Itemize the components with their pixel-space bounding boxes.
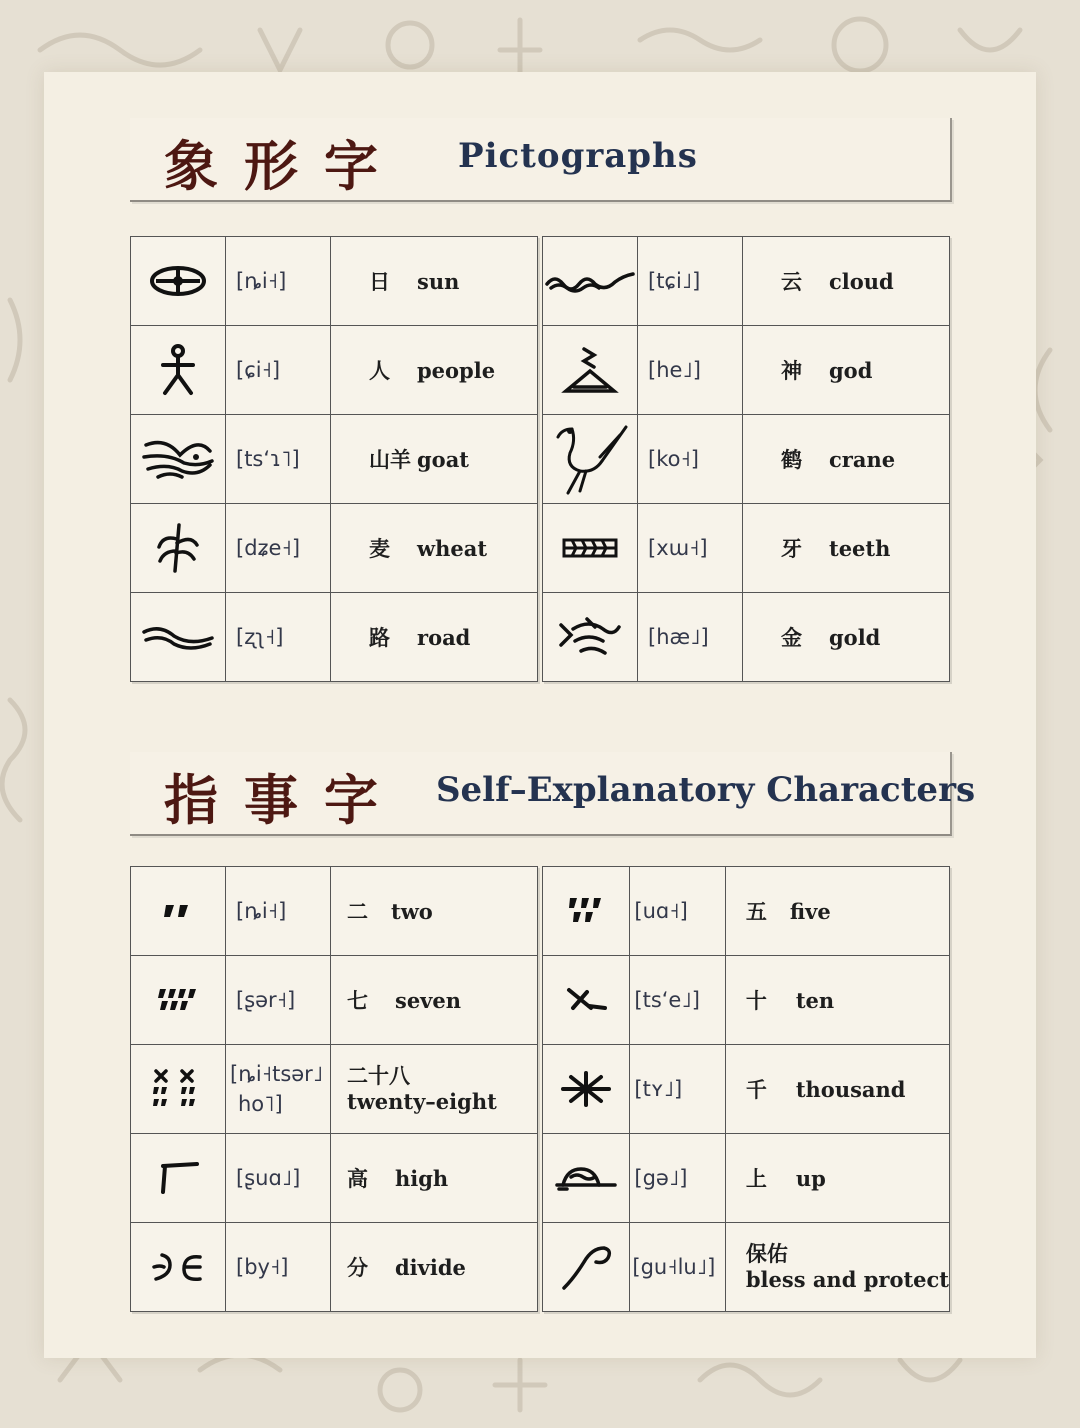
wheat-glyph-icon [153,521,203,575]
ipa-cell: [gu˧lu˩] [630,1223,725,1312]
table-row [543,1045,950,1134]
meaning-cell [331,415,538,504]
seven-glyph-icon [154,985,202,1015]
meaning-cell [743,593,950,682]
table-row [131,1134,538,1223]
pictographs-table-left [130,236,538,682]
self-explanatory-table-right [542,866,950,1312]
thousand-glyph-icon [559,1069,613,1109]
meaning-cell [331,1045,538,1134]
meaning-en: high [395,1166,449,1191]
meaning-zh: 金 [781,625,802,650]
ipa-cell: [hæ˩] [638,593,743,682]
section-banner-self-explanatory [130,752,976,836]
meaning-zh: 七 [347,988,368,1013]
sun-glyph-icon [148,261,208,301]
god-glyph-icon [560,343,620,397]
meaning-zh: 上 [745,1166,767,1191]
section-title-cn: 指事字 [164,768,404,832]
ten-glyph-icon [563,986,609,1014]
meaning-zh: 分 [347,1255,368,1280]
up-glyph-icon [553,1163,619,1193]
section-title-cn: 象形字 [164,134,404,198]
five-glyph-icon [564,894,608,928]
meaning-en: road [417,625,471,650]
meaning-en: god [829,358,873,383]
meaning-zh: 日 [369,269,390,294]
glyph-cell [543,593,638,682]
meaning-cell [331,593,538,682]
gold-glyph-icon [557,615,623,659]
glyph-cell [131,1134,226,1223]
meaning-zh: 鹤 [781,447,802,472]
meaning-zh: 保佑 [745,1241,788,1266]
meaning-cell [743,326,950,415]
meaning-cell [331,867,538,956]
cloud-glyph-icon [545,266,635,296]
ipa-cell: [gə˩] [630,1134,725,1223]
table-row [131,867,538,956]
glyph-cell [543,1134,630,1223]
glyph-cell [543,1045,630,1134]
meaning-zh: 路 [369,625,390,650]
glyph-cell [543,867,630,956]
people-glyph-icon [153,343,203,397]
table-row [543,504,950,593]
meaning-zh: 五 [745,899,767,924]
glyph-cell [543,504,638,593]
meaning-cell [331,237,538,326]
meaning-cell [743,504,950,593]
meaning-zh: 人 [369,358,390,383]
table-row [131,415,538,504]
meaning-en: goat [417,447,469,472]
table-row [543,1223,950,1312]
glyph-cell [131,504,226,593]
high-glyph-icon [153,1160,203,1196]
table-row [131,1045,538,1134]
meaning-zh: 十 [745,988,767,1013]
glyph-cell [543,326,638,415]
crane-glyph-icon [550,421,630,497]
self-explanatory-table-left [130,866,538,1312]
ipa-cell: [he˩] [638,326,743,415]
ipa-cell: [tʏ˩] [630,1045,725,1134]
glyph-cell [131,1045,226,1134]
meaning-cell [331,956,538,1045]
meaning-cell [725,1223,949,1312]
twenty-eight-glyph-icon [148,1067,208,1111]
table-row [543,867,950,956]
ipa-line-1: [ȵi˧tsər˩ [230,1062,324,1086]
goat-glyph-icon [140,435,216,483]
meaning-cell [331,1134,538,1223]
ipa-cell: [tsʻe˩] [630,956,725,1045]
glyph-cell [131,1223,226,1312]
pictographs-table-right [542,236,950,682]
ipa-cell: [dʑe˧] [226,504,331,593]
bless-glyph-icon [558,1242,614,1292]
meaning-en: gold [829,625,881,650]
glyph-cell [543,1223,630,1312]
table-row [543,326,950,415]
meaning-cell [725,867,949,956]
ipa-cell: [ʂuɑ˩] [226,1134,331,1223]
glyph-cell [543,415,638,504]
meaning-en: crane [829,447,896,472]
meaning-en: cloud [829,269,894,294]
meaning-cell [725,1045,949,1134]
meaning-en: sun [417,269,460,294]
meaning-en: ten [795,988,835,1013]
meaning-cell [743,415,950,504]
meaning-zh: 麦 [369,536,390,561]
meaning-en: teeth [829,536,891,561]
section-title-en: Self–Explanatory Characters [436,770,976,810]
glyph-cell [543,956,630,1045]
table-row [131,326,538,415]
table-row [543,415,950,504]
meaning-en: bless and protect [745,1267,949,1292]
glyph-cell [543,237,638,326]
ipa-cell: [ȵi˧] [226,237,331,326]
meaning-zh: 二十八 [347,1063,410,1088]
ipa-cell: [ȵi˧] [226,867,331,956]
ipa-cell: [ʐʅ˧] [226,593,331,682]
meaning-en: wheat [417,536,488,561]
glyph-cell [131,593,226,682]
meaning-cell [331,504,538,593]
table-row [131,593,538,682]
table-row [543,956,950,1045]
meaning-en: five [789,899,831,924]
meaning-en: divide [395,1255,466,1280]
teeth-glyph-icon [560,536,620,560]
ipa-cell: [tsʻɿ˥] [226,415,331,504]
meaning-cell [331,326,538,415]
road-glyph-icon [140,622,216,652]
meaning-zh: 山羊 [369,447,411,472]
glyph-cell [131,415,226,504]
table-row [543,593,950,682]
meaning-zh: 牙 [781,536,802,561]
glyph-cell [131,867,226,956]
meaning-en: seven [395,988,462,1013]
glyph-cell [131,237,226,326]
section-banner-pictographs [130,118,952,202]
table-row [543,237,950,326]
ipa-cell [226,1045,331,1134]
section-title-en: Pictographs [458,136,698,176]
meaning-en: twenty–eight [347,1089,497,1114]
meaning-cell [725,956,949,1045]
two-glyph-icon [158,899,198,923]
meaning-cell [331,1223,538,1312]
ipa-cell: [ko˧] [638,415,743,504]
meaning-en: up [795,1166,826,1191]
meaning-cell [725,1134,949,1223]
meaning-zh: 二 [347,899,368,924]
table-row [131,956,538,1045]
table-row [131,1223,538,1312]
meaning-zh: 高 [347,1166,368,1191]
meaning-cell [743,237,950,326]
table-row [131,504,538,593]
meaning-zh: 千 [745,1077,767,1102]
meaning-en: two [391,899,433,924]
glyph-cell [131,956,226,1045]
divide-glyph-icon [150,1249,206,1285]
meaning-zh: 神 [781,358,802,383]
table-row [543,1134,950,1223]
meaning-zh: 云 [781,269,802,294]
ipa-cell: [by˧] [226,1223,331,1312]
ipa-cell: [ɕi˧] [226,326,331,415]
meaning-en: people [417,358,496,383]
glyph-cell [131,326,226,415]
ipa-cell: [xɯ˧] [638,504,743,593]
ipa-cell: [uɑ˧] [630,867,725,956]
ipa-line-2: ho˥] [238,1092,283,1116]
ipa-cell: [ʂər˧] [226,956,331,1045]
ipa-cell: [tɕi˩] [638,237,743,326]
table-row [131,237,538,326]
meaning-en: thousand [795,1077,906,1102]
